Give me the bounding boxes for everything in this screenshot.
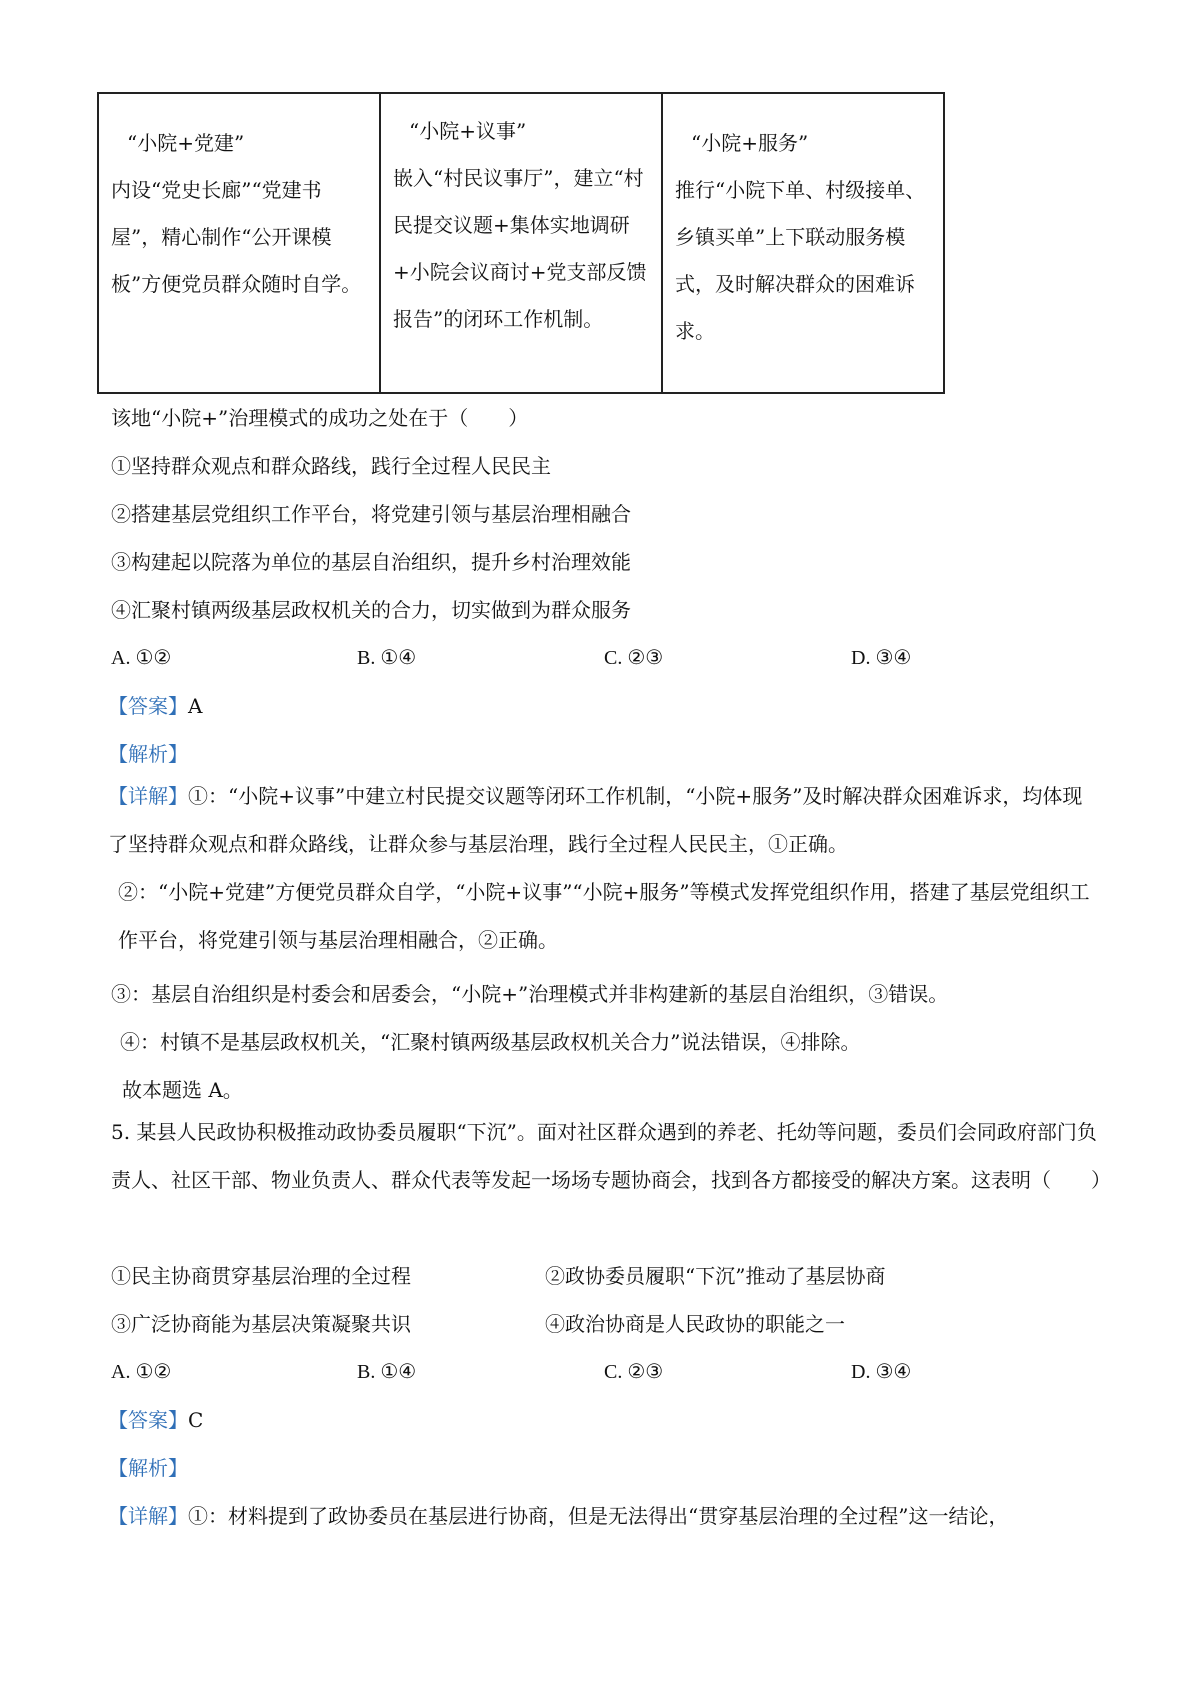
cell-title: “小院+党建” — [127, 131, 245, 155]
q4-detail-3: ③：基层自治组织是村委会和居委会，“小院+”治理模式并非构建新的基层自治组织，③错误。 — [111, 982, 949, 1006]
q5-detail-1 — [108, 1502, 1008, 1530]
q4-analysis-tag — [108, 740, 188, 768]
q4-detail-1 — [108, 772, 1098, 868]
q4-option-d: D. ③④ — [851, 647, 912, 669]
cell-body: 内设“党史长廊”“党建书屋”，精心制作“公开课模板”方便党员群众随时自学。 — [111, 178, 362, 296]
q4-stem: 该地“小院+”治理模式的成功之处在于（ ） — [111, 406, 529, 430]
q5-item-2: ②政协委员履职“下沉”推动了基层协商 — [545, 1264, 886, 1288]
q4-answer — [108, 692, 202, 720]
q5-option-a: A. ①② — [111, 1361, 172, 1383]
answer-value: A — [188, 694, 203, 718]
analysis-tag: 【解析】 — [108, 1456, 188, 1480]
q4-option-c: C. ②③ — [604, 647, 664, 669]
q5-answer — [108, 1406, 203, 1434]
table-cell-deliberation — [381, 94, 663, 392]
detail-tag: 【详解】 — [108, 1504, 188, 1528]
answer-tag: 【答案】 — [108, 694, 188, 718]
q4-detail-2: ②：“小院+党建”方便党员群众自学，“小院+议事”“小院+服务”等模式发挥党组织作用，搭建了基层党组织工作平台，将党建引领与基层治理相融合，②正确。 — [118, 880, 1090, 952]
q4-item-1: ①坚持群众观点和群众路线，践行全过程人民民主 — [111, 454, 551, 478]
q5-item-4: ④政治协商是人民政协的职能之一 — [545, 1312, 845, 1336]
q4-detail-4: ④：村镇不是基层政权机关，“汇聚村镇两级基层政权机关合力”说法错误，④排除。 — [120, 1030, 861, 1054]
detail-text: ①：“小院+议事”中建立村民提交议题等闭环工作机制，“小院+服务”及时解决群众困难诉求，均体现了坚持群众观点和群众路线，让群众参与基层治理，践行全过程人民民主，①正确。 — [108, 784, 1083, 856]
q4-option-a: A. ①② — [111, 647, 172, 669]
q5-item-3: ③广泛协商能为基层决策凝聚共识 — [111, 1312, 411, 1336]
q5-item-1: ①民主协商贯穿基层治理的全过程 — [111, 1264, 411, 1288]
cell-body: 嵌入“村民议事厅”，建立“村民提交议题+集体实地调研+小院会议商讨+党支部反馈报告”的闭环工作机制。 — [393, 166, 647, 331]
q4-option-b: B. ①④ — [357, 647, 417, 669]
cell-body: 推行“小院下单、村级接单、乡镇买单”上下联动服务模式，及时解决群众的困难诉求。 — [675, 178, 926, 343]
table-cell-party-building — [99, 94, 381, 392]
q5-analysis-tag — [108, 1454, 188, 1482]
q5-option-c: C. ②③ — [604, 1361, 664, 1383]
cell-title: “小院+服务” — [691, 131, 809, 155]
cell-title: “小院+议事” — [409, 119, 527, 143]
answer-value: C — [188, 1408, 204, 1432]
q5-stem: 5. 某县人民政协积极推动政协委员履职“下沉”。面对社区群众遇到的养老、托幼等问题，委员们会同政府部门负责人、社区干部、物业负责人、群众代表等发起一场场专题协商会，找到各方都接受的解决方案。这表明（ ） — [111, 1120, 1111, 1192]
answer-tag: 【答案】 — [108, 1408, 188, 1432]
model-table — [97, 92, 945, 394]
q4-item-3: ③构建起以院落为单位的基层自治组织，提升乡村治理效能 — [111, 550, 631, 574]
q5-option-d: D. ③④ — [851, 1361, 912, 1383]
detail-tag: 【详解】 — [108, 784, 188, 808]
q4-item-4: ④汇聚村镇两级基层政权机关的合力，切实做到为群众服务 — [111, 598, 631, 622]
q5-option-b: B. ①④ — [357, 1361, 417, 1383]
table-cell-service — [663, 94, 943, 392]
detail-text: ①：材料提到了政协委员在基层进行协商，但是无法得出“贯穿基层治理的全过程”这一结论， — [188, 1504, 1009, 1528]
q4-conclusion: 故本题选 A。 — [122, 1078, 243, 1102]
q4-item-2: ②搭建基层党组织工作平台，将党建引领与基层治理相融合 — [111, 502, 631, 526]
analysis-tag: 【解析】 — [108, 742, 188, 766]
